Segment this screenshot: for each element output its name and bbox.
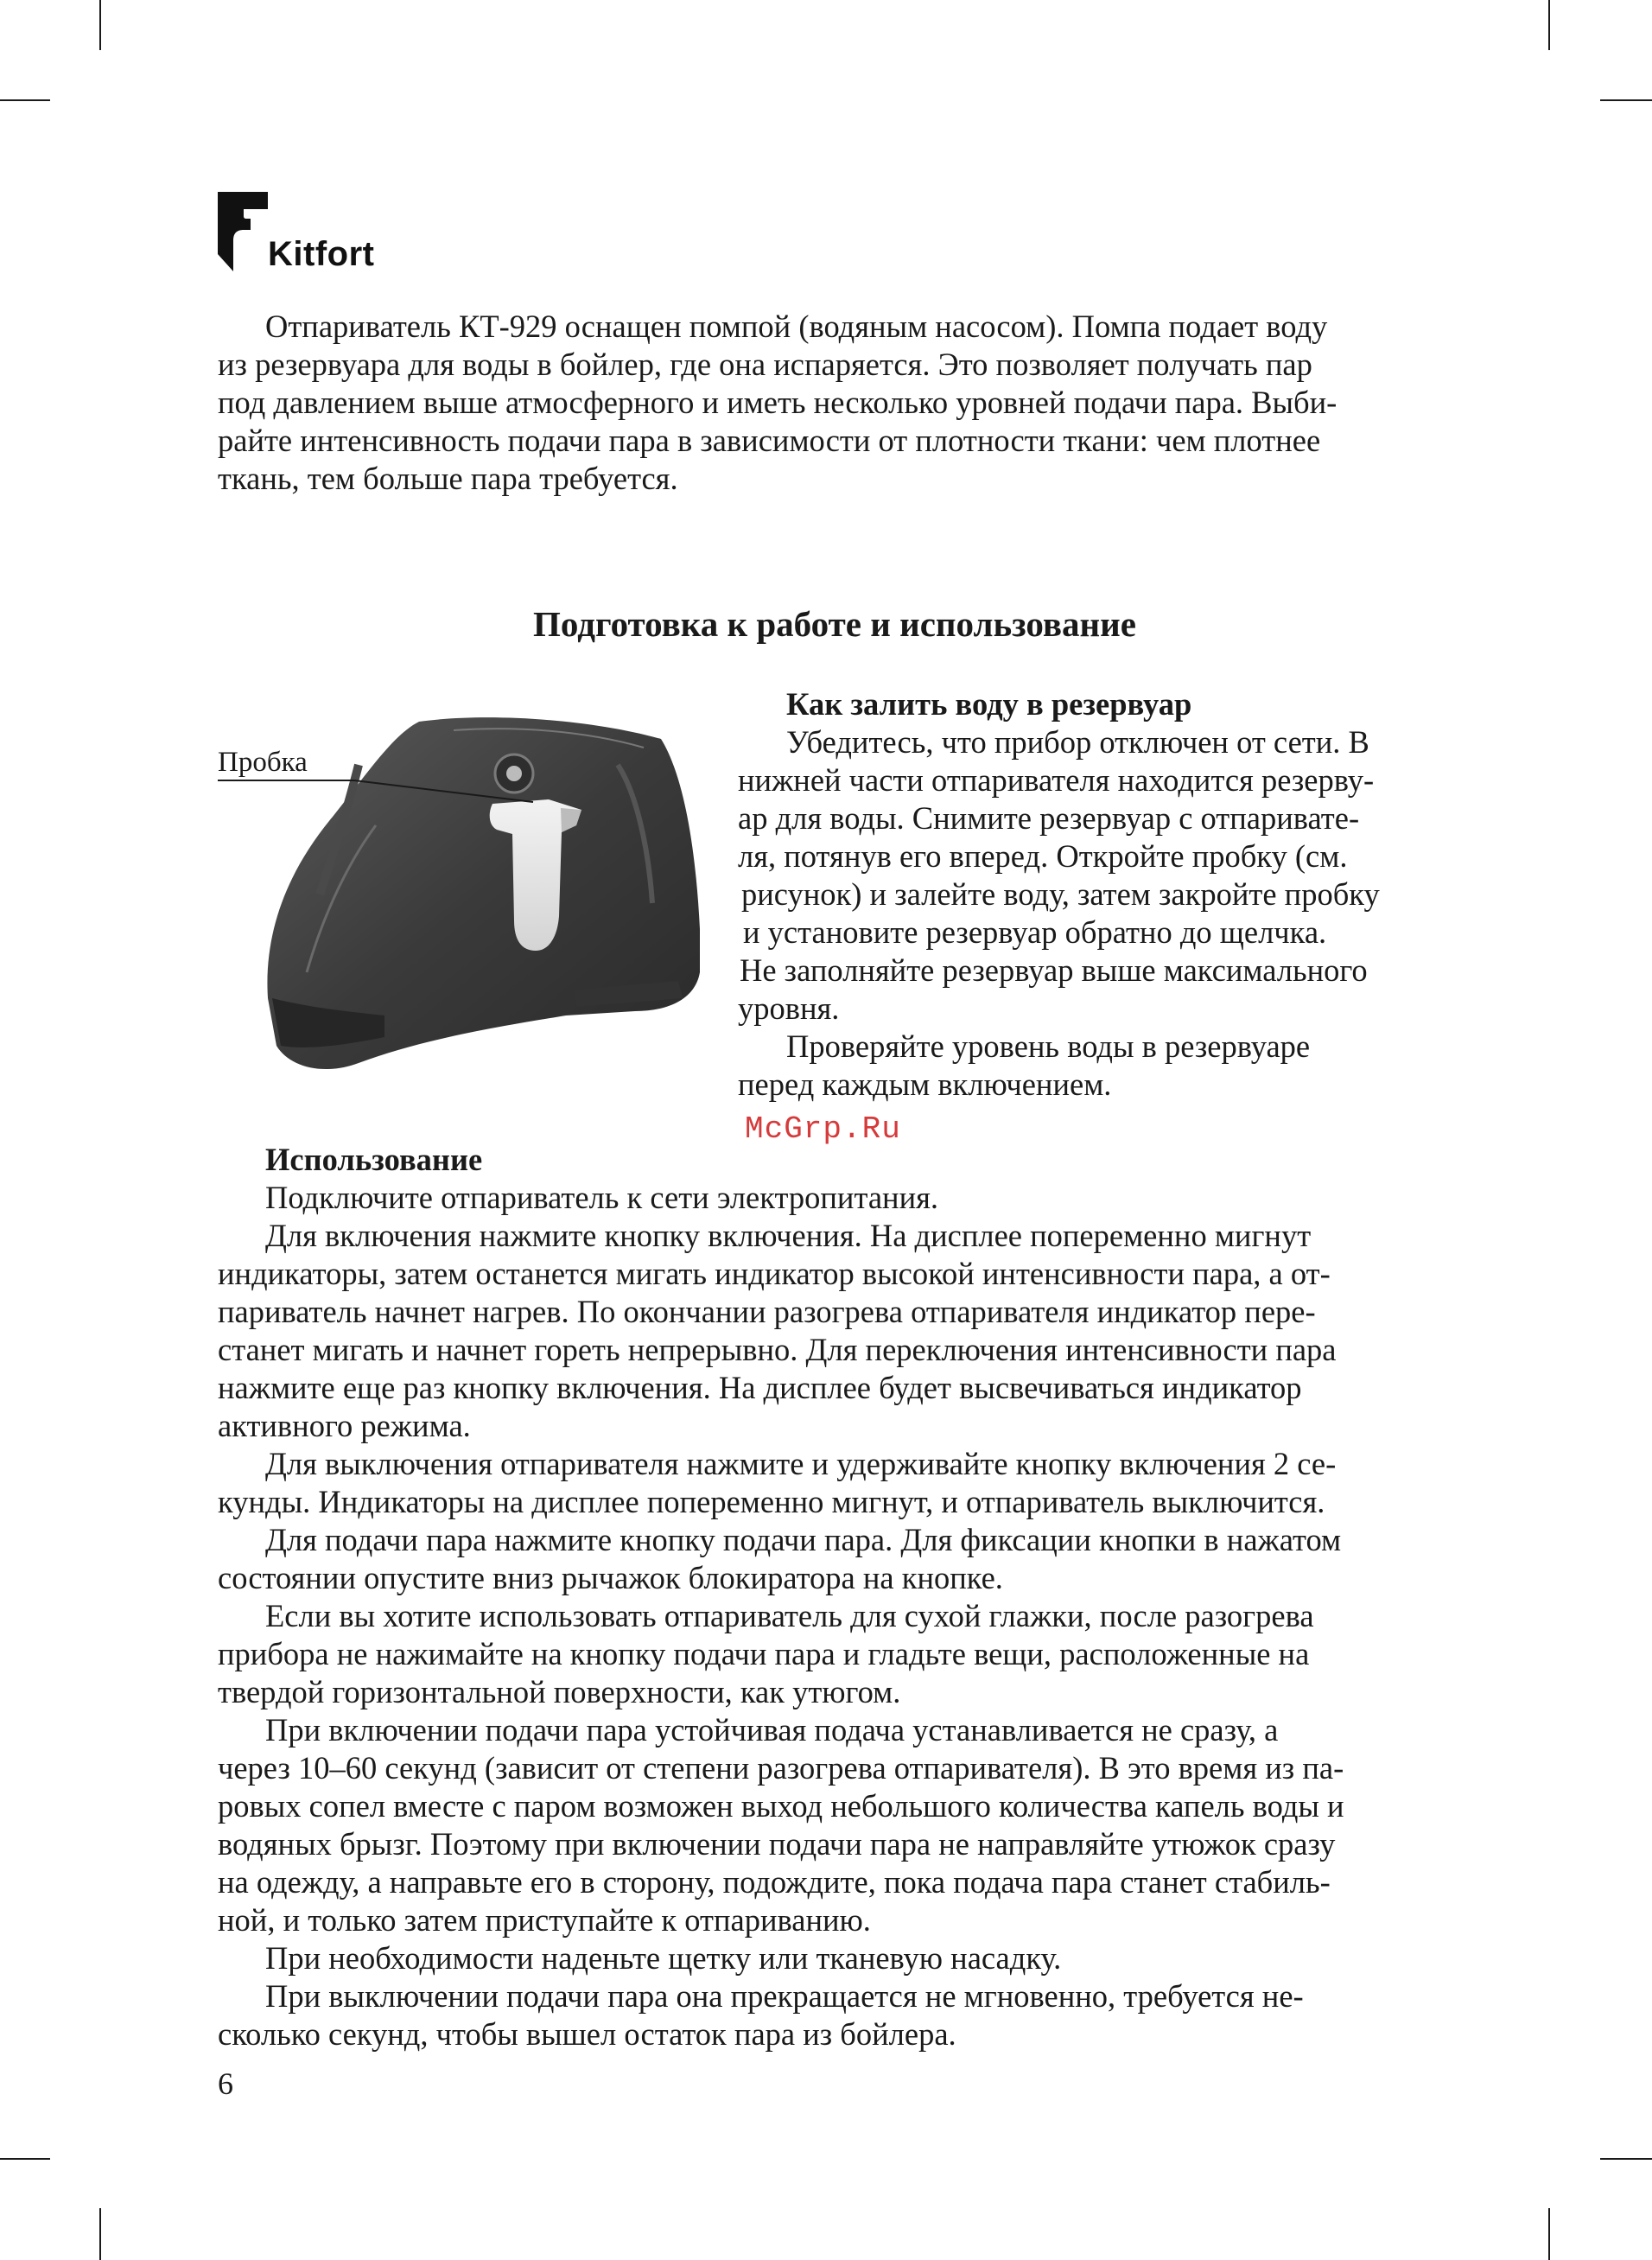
brand-name: Kitfort [268,235,375,273]
crop-mark [1600,99,1652,101]
text-line: райте интенсивность подачи пара в зависимости от плотности ткани: чем плотнее [218,423,1321,458]
text-line: ткань, тем больше пара требуется. [218,461,678,496]
text-line: ля, потянув его вперед. Откройте пробку (см. [738,838,1348,874]
text-line: Отпариватель КТ-929 оснащен помпой (водяным насосом). Помпа подает воду [265,309,1328,344]
crop-mark [1548,2208,1550,2260]
text-line: Убедитесь, что прибор отключен от сети. В [786,724,1369,760]
text-line: из резервуара для воды в бойлер, где она испаряется. Это позволяет получать пар [218,347,1312,382]
text-line: перед каждым включением. [738,1066,1112,1102]
text-line: нажмите еще раз кнопку включения. На дисплее будет высвечиваться индикатор [218,1370,1302,1405]
watermark: McGrp.Ru [745,1111,901,1147]
crop-mark [0,99,50,101]
text-line: ной, и только затем приступайте к отпариванию. [218,1902,871,1938]
plug-callout-label: Пробка [218,747,308,778]
fill-water-heading: Как залить воду в резервуар [786,686,1192,722]
text-line: ар для воды. Снимите резервуар с отпаривате- [738,800,1360,836]
water-tank-illustration [255,713,713,1076]
section-title: Подготовка к работе и использование [533,604,1136,644]
text-line: прибора не нажимайте на кнопку подачи пара и гладьте вещи, расположенные на [218,1636,1310,1671]
text-line: Проверяйте уровень воды в резервуаре [786,1028,1311,1064]
text-line: Для включения нажмите кнопку включения. На дисплее попеременно мигнут [265,1218,1312,1253]
text-line: ровых сопел вместе с паром возможен выход небольшого количества капель воды и [218,1788,1344,1824]
text-line: на одежду, а направьте его в сторону, подождите, пока подача пара станет стабиль- [218,1864,1331,1900]
text-line: париватель начнет нагрев. По окончании разогрева отпаривателя индикатор пере- [218,1294,1316,1329]
text-line: и установите резервуар обратно до щелчка. [743,914,1327,950]
text-line: уровня. [738,990,840,1026]
text-line: рисунок) и залейте воду, затем закройте пробку [741,876,1380,912]
crop-mark [99,2208,101,2260]
crop-mark [1600,2158,1652,2160]
text-line: При выключении подачи пара она прекращается не мгновенно, требуется не- [265,1978,1304,2014]
text-line: нижней части отпаривателя находится резерву- [738,762,1375,798]
text-line: станет мигать и начнет гореть непрерывно. Для переключения интенсивности пара [218,1332,1337,1367]
text-line: состоянии опустите вниз рычажок блокиратора на кнопке. [218,1560,1003,1595]
text-line: Если вы хотите использовать отпариватель для сухой глажки, после разогрева [265,1598,1314,1633]
text-line: Для подачи пара нажмите кнопку подачи пара. Для фиксации кнопки в нажатом [265,1522,1342,1557]
text-line: через 10–60 секунд (зависит от степени разогрева отпаривателя). В это время из па- [218,1750,1344,1786]
text-line: под давлением выше атмосферного и иметь несколько уровней подачи пара. Выби- [218,385,1337,420]
text-line: активного режима. [218,1408,471,1443]
crop-mark [1548,0,1550,50]
text-line: водяных брызг. Поэтому при включении подачи пара не направляйте утюжок сразу [218,1826,1336,1862]
page-number: 6 [218,2066,233,2101]
text-line: Для выключения отпаривателя нажмите и удерживайте кнопку включения 2 се- [265,1446,1337,1481]
crop-mark [0,2158,50,2160]
text-line: кунды. Индикаторы на дисплее попеременно мигнут, и отпариватель выключится. [218,1484,1325,1519]
text-line: Подключите отпариватель к сети электропитания. [265,1180,939,1215]
text-line: При необходимости наденьте щетку или тканевую насадку. [265,1940,1062,1976]
text-line: Не заполняйте резервуар выше максимального [740,952,1368,988]
crop-mark [99,0,101,50]
text-line: При включении подачи пара устойчивая подача устанавливается не сразу, а [265,1712,1279,1748]
kitfort-logo-icon [218,192,271,271]
text-line: сколько секунд, чтобы вышел остаток пара из бойлера. [218,2016,956,2052]
text-line: индикаторы, затем останется мигать индикатор высокой интенсивности пара, а от- [218,1256,1331,1291]
text-line: твердой горизонтальной поверхности, как утюгом. [218,1674,901,1709]
usage-heading: Использование [265,1142,483,1177]
callout-leader-line [218,780,537,805]
